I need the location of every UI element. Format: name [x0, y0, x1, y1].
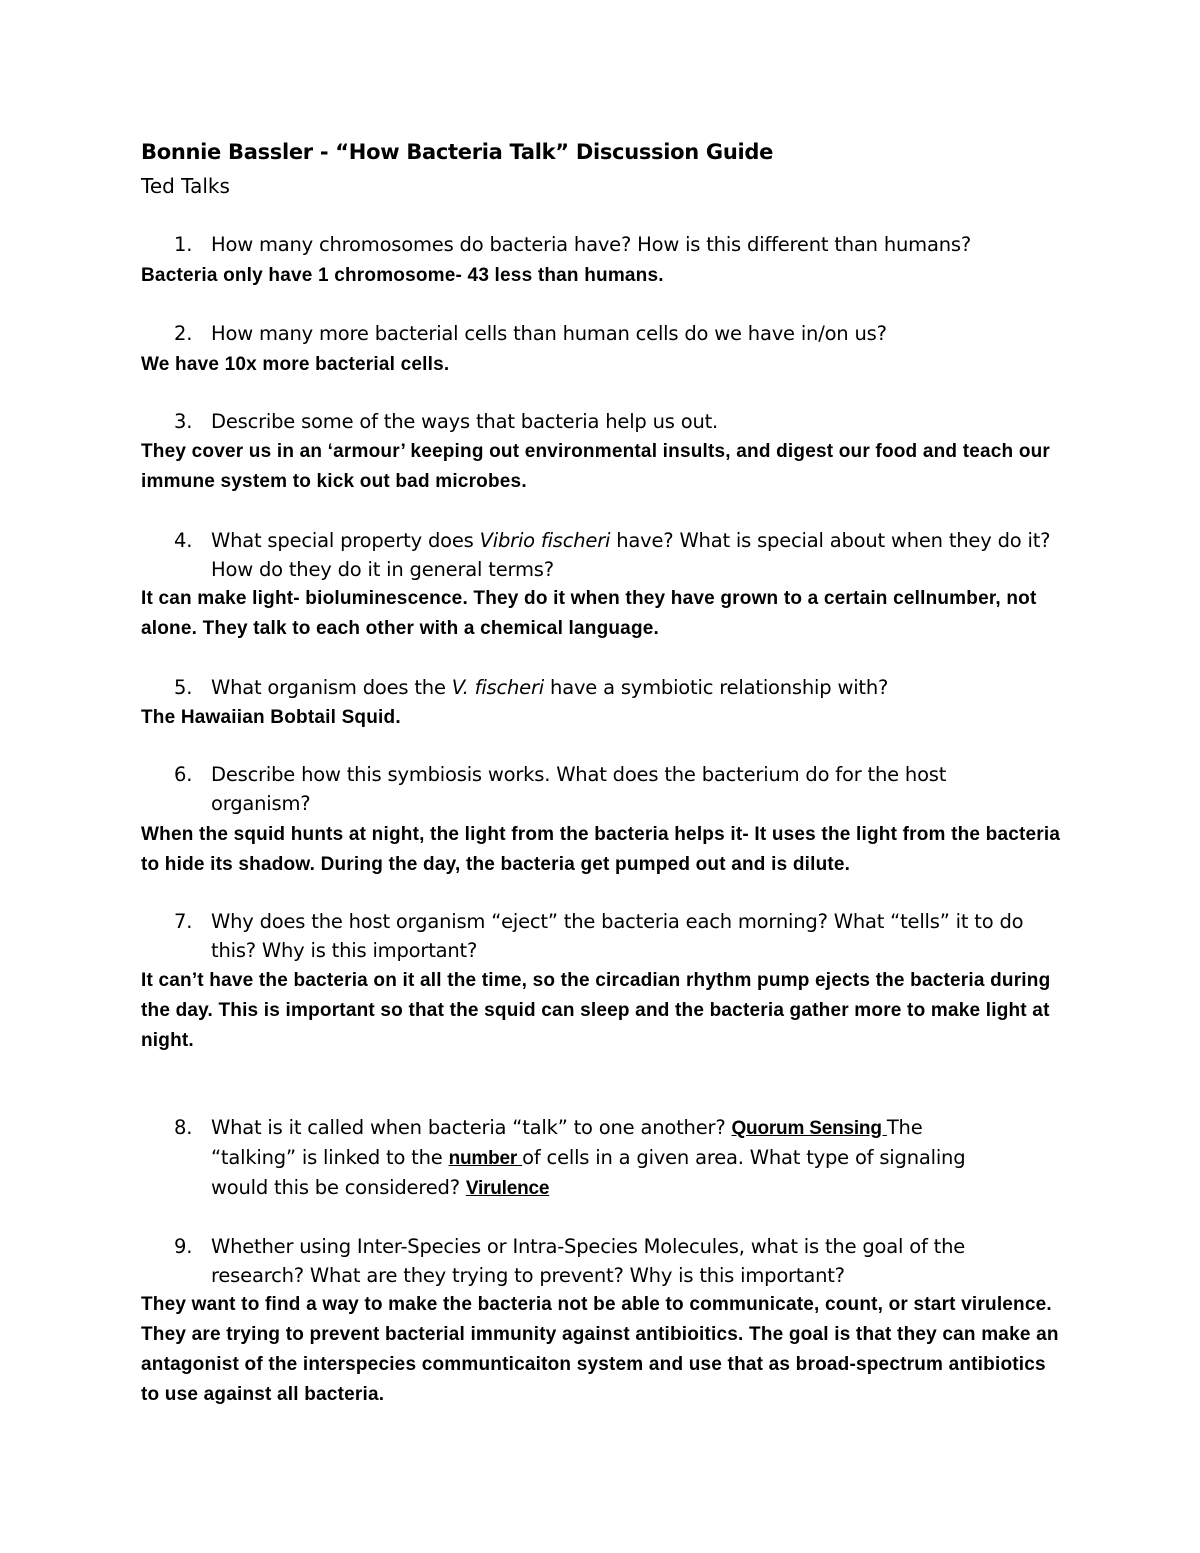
question-text-part: What special property does	[211, 529, 480, 552]
answer-1: Bacteria only have 1 chromosome- 43 less than humans.	[141, 265, 664, 286]
question-text-part: The “talking” is linked to the	[211, 1116, 923, 1169]
question-text	[211, 1113, 1011, 1203]
inline-answer: Virulence	[465, 1178, 550, 1199]
question-number: 3.	[174, 410, 193, 433]
question-5	[141, 673, 1061, 702]
question-8	[141, 1113, 1011, 1203]
question-text: Whether using Inter-Species or Intra-Species Molecules, what is the goal of the research? What are they trying to prevent? Why is this important?	[211, 1235, 966, 1287]
question-number: 8.	[174, 1116, 193, 1139]
question-text: How many chromosomes do bacteria have? How is this different than humans?	[211, 233, 971, 256]
answer-3: They cover us in an ‘armour’ keeping out environmental insults, and digest our food and teach our immune system to kick out bad microbes.	[141, 441, 1051, 492]
answer-9: They want to find a way to make the bacteria not be able to communicate, count, or start virulence. They are trying to prevent bacterial immunity against antibioitics. The goal is that they can make an antagonist of the interspecies communticaiton system and use that as broad-spectrum antibiotics to use against all bacteria.	[141, 1294, 1059, 1405]
question-text	[211, 526, 1061, 584]
question-number: 5.	[174, 676, 193, 699]
question-2	[141, 319, 1061, 348]
question-9	[141, 1232, 1061, 1290]
question-6	[141, 760, 1011, 818]
inline-answer: number	[448, 1148, 523, 1169]
document-subtitle: Ted Talks	[141, 174, 230, 198]
question-number: 9.	[174, 1235, 193, 1258]
species-name: V. fischeri	[451, 676, 545, 699]
question-text-part: What is it called when bacteria “talk” to one another?	[211, 1116, 732, 1139]
question-text: Describe how this symbiosis works. What does the bacterium do for the host organism?	[211, 763, 947, 815]
question-number: 1.	[174, 233, 193, 256]
answer-4: It can make light- bioluminescence. They do it when they have grown to a certain cellnumber, not alone. They talk to each other with a chemical language.	[141, 588, 1037, 639]
question-7	[141, 907, 1061, 965]
question-number: 7.	[174, 910, 193, 933]
question-text: How many more bacterial cells than human cells do we have in/on us?	[211, 322, 887, 345]
question-text	[211, 673, 1061, 702]
answer-2: We have 10x more bacterial cells.	[141, 354, 450, 375]
question-number: 4.	[174, 529, 193, 552]
question-text: Describe some of the ways that bacteria help us out.	[211, 410, 719, 433]
answer-7: It can’t have the bacteria on it all the time, so the circadian rhythm pump ejects the bacteria during the day. This is important so that the squid can sleep and the bacteria gather more to make light at night.	[141, 970, 1051, 1051]
question-text-part: What organism does the	[211, 676, 452, 699]
question-text: Why does the host organism “eject” the bacteria each morning? What “tells” it to do this? Why is this important?	[211, 910, 1024, 962]
answer-5: The Hawaiian Bobtail Squid.	[141, 707, 401, 728]
question-number: 2.	[174, 322, 193, 345]
question-text-part: have a symbiotic relationship with?	[544, 676, 889, 699]
question-number: 6.	[174, 763, 193, 786]
document-title: Bonnie Bassler - “How Bacteria Talk” Discussion Guide	[141, 140, 774, 164]
question-text-part: of cells in a given area. What type of signaling would this be considered?	[211, 1146, 966, 1199]
species-name: Vibrio fischeri	[479, 529, 611, 552]
answer-6: When the squid hunts at night, the light from the bacteria helps it- It uses the light from the bacteria to hide its shadow. During the day, the bacteria get pumped out and is dilute.	[141, 824, 1061, 875]
question-4	[141, 526, 1061, 584]
question-1	[141, 230, 1061, 259]
question-text-part: have? What is special about when they do it? How do they do it in general terms?	[211, 529, 1051, 581]
inline-answer: Quorum Sensing	[731, 1118, 887, 1139]
question-3	[141, 407, 1061, 436]
